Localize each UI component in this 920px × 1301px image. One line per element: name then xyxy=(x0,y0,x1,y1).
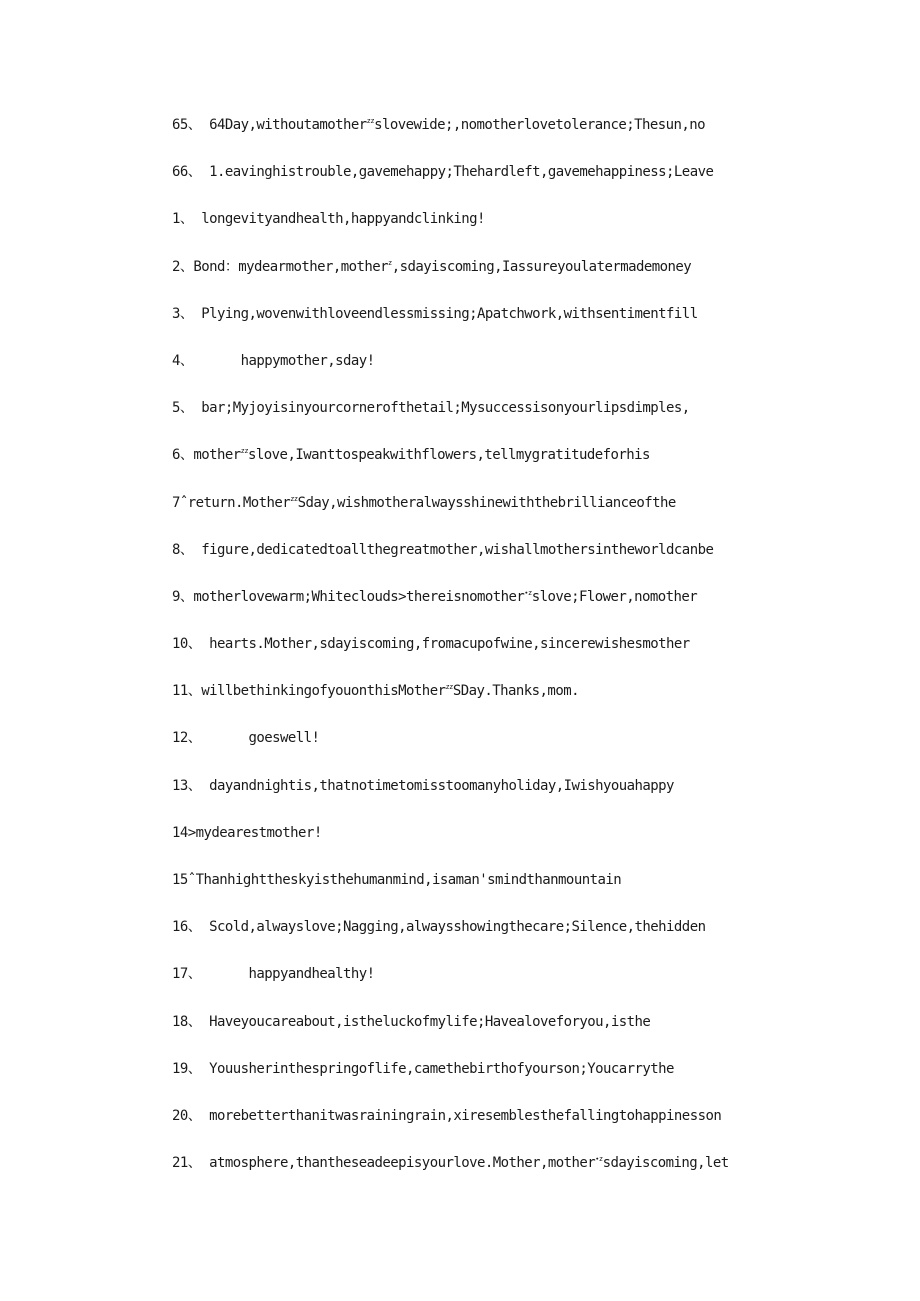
line-text: 6、mother xyxy=(172,447,241,464)
text-line xyxy=(172,1105,892,1152)
line-text: 19、 Youusherinthespringoflife,camethebirthofyourson;Youcarrythe xyxy=(172,1060,674,1077)
line-text: 5、 bar;Myjoyisinyourcornerofthetail;Mysuccessisonyourlipsdimples, xyxy=(172,400,690,417)
line-text: sdayiscoming,let xyxy=(602,1155,729,1172)
text-line xyxy=(172,303,892,350)
line-text: 8、 figure,dedicatedtoallthegreatmother,wishallmothersintheworldcanbe xyxy=(172,541,714,558)
text-line xyxy=(172,114,892,161)
line-text: SDay.Thanks,mom. xyxy=(452,683,579,700)
superscript-mark: ∙z xyxy=(524,588,532,597)
text-line xyxy=(172,633,892,680)
text-line xyxy=(172,916,892,963)
text-line xyxy=(172,1058,892,1105)
line-text: 14>mydearestmother! xyxy=(172,824,322,841)
line-text: 2、Bond：mydearmother,mother xyxy=(172,258,388,275)
text-line xyxy=(172,256,892,303)
line-text: 3、 Plying,wovenwithloveendlessmissing;Apatchwork,withsentimentfill xyxy=(172,305,698,322)
line-text: 20、 morebetterthanitwasrainingrain,xiresemblesthefallingtohappinesson xyxy=(172,1107,722,1124)
line-text: slove,Iwanttospeakwithflowers,tellmygratitudeforhis xyxy=(248,447,650,464)
line-text: 12、 goeswell! xyxy=(172,730,320,747)
line-text: 66、 1.eavinghistrouble,gavemehappy;Thehardleft,gavemehappiness;Leave xyxy=(172,164,714,181)
line-text: 9、motherlovewarm;Whiteclouds>thereisnomother xyxy=(172,588,525,605)
line-text: 13、 dayandnightis,thatnotimetomisstoomanyholiday,Iwishyouahappy xyxy=(172,777,674,794)
line-text: 4、 happymother,sday! xyxy=(172,352,375,369)
text-line xyxy=(172,775,892,822)
superscript-mark: zz xyxy=(240,447,249,456)
line-text: 15ˆThanhighttheskyisthehumanmind,isaman'smindthanmountain xyxy=(172,872,622,888)
line-text: 7ˆreturn.Mother xyxy=(172,494,291,511)
line-text: 18、 Haveyoucareabout,istheluckofmylife;Havealoveforyou,isthe xyxy=(172,1013,651,1030)
line-text: 21、 atmosphere,thantheseadeepisyourlove.Mother,mother xyxy=(172,1155,596,1172)
superscript-mark: zz xyxy=(445,683,453,692)
superscript-mark: zz xyxy=(290,494,298,503)
text-line xyxy=(172,350,892,397)
text-line xyxy=(172,444,892,491)
line-text: 16、 Scold,alwayslove;Nagging,alwaysshowingthecare;Silence,thehidden xyxy=(172,919,706,936)
superscript-mark: ∙z xyxy=(595,1155,603,1164)
text-line xyxy=(172,586,892,633)
text-line xyxy=(172,727,892,774)
line-text: slove;Flower,nomother xyxy=(531,588,698,605)
line-text: 65、 64Day,withoutamother xyxy=(172,117,367,133)
text-line xyxy=(172,963,892,1010)
text-line xyxy=(172,539,892,586)
text-line xyxy=(172,397,892,444)
text-line xyxy=(172,492,892,539)
text-line xyxy=(172,680,892,727)
line-text: ,sdayiscoming,Iassureyoulatermademoney xyxy=(391,258,692,275)
text-line xyxy=(172,208,892,255)
text-line xyxy=(172,1011,892,1058)
superscript-mark: zz xyxy=(366,117,375,125)
line-text: 1、 longevityandhealth,happyandclinking! xyxy=(172,211,485,228)
superscript-mark: z xyxy=(388,258,392,267)
text-line xyxy=(172,869,892,916)
line-text: Sday,wishmotheralwaysshinewiththebrillianceofthe xyxy=(297,494,676,511)
line-text: 10、 hearts.Mother,sdayiscoming,fromacupofwine,sincerewishesmother xyxy=(172,636,690,653)
line-text: 11、willbethinkingofyouonthisMother xyxy=(172,683,446,700)
line-text: slovewide;,nomotherlovetolerance;Thesun,no xyxy=(374,117,706,133)
line-text: 17、 happyandhealthy! xyxy=(172,966,375,983)
text-line xyxy=(172,161,892,208)
numbered-text-list xyxy=(172,114,892,1199)
text-line xyxy=(172,1152,892,1199)
text-line xyxy=(172,822,892,869)
